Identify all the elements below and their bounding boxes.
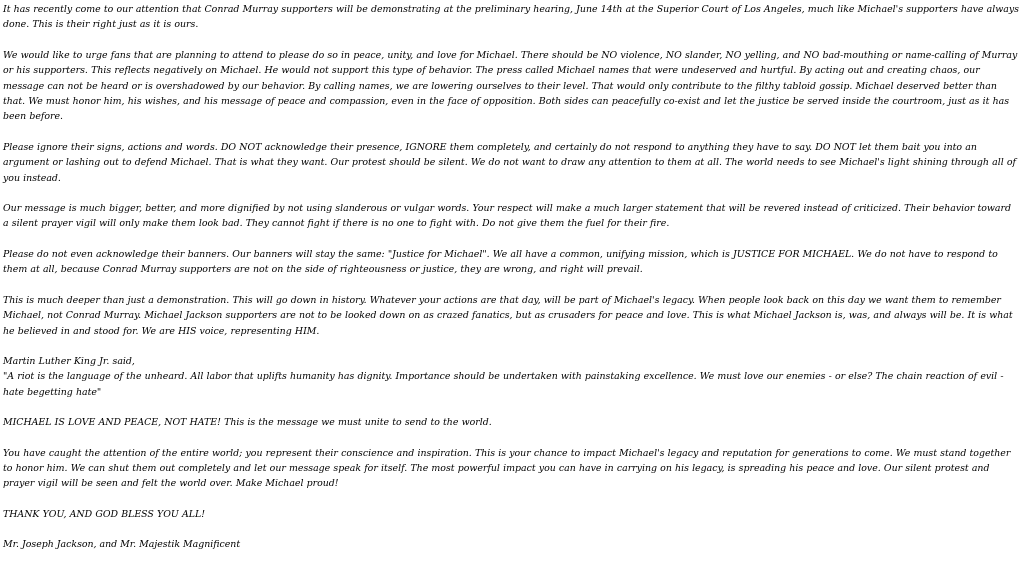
paragraph-legacy: This is much deeper than just a demonstration. This will go down in history. Whatever your actions are that day, will be part of Michael's legacy. When people look back on this day we want them to remember Michael, not Conrad Murray. Michael Jackson supporters are not to be looked down on as crazed fanatics, but as crusaders for peace and love. This is what Michael Jackson is, was, and always will be. It is what he believed in and stood for. We are HIS voice, representing HIM. xyxy=(3,294,1013,337)
quote-attribution: Martin Luther King Jr. said, xyxy=(3,355,135,367)
closing-line: THANK YOU, AND GOD BLESS YOU ALL! xyxy=(3,508,205,520)
paragraph-world-attention: You have caught the attention of the entire world; you represent their conscience and inspiration. This is your chance to impact Michael's legacy and reputation for generations to come. We must stand together to honor him. We can shut them out completely and let our message speak for itself. The most powerful impact you can have in carrying on his legacy, is spreading his peace and love. Our silent protest and prayer vigil will be seen and felt the world over. Make Michael proud! xyxy=(3,447,1011,490)
signature-line: Mr. Joseph Jackson, and Mr. Majestik Magnificent xyxy=(3,539,241,551)
paragraph-urge-peace: We would like to urge fans that are planning to attend to please do so in peace, unity, and love for Michael. There should be NO violence, NO slander, NO yelling, and NO bad-mouthing or name-calling of Murray or his supporters. This reflects negatively on Michael. He would not support this type of behavior. The press called Michael names that were undeserved and hurtful. By acting out and creating chaos, our message can not be heard or is overshadowed by our behavior. By calling names, we are lowering ourselves to their level. That would only contribute to the filthy tabloid gossip. Michael deserved better than that. We must honor him, his wishes, and his message of peace and compassion, even in the face of opposition. Both sides can peacefully co-exist and let the justice be served inside the courtroom, just as it has been before. xyxy=(3,49,1018,123)
quote-text: "A riot is the language of the unheard. All labor that uplifts humanity has dignity. Importance should be undertaken with painstaking excellence. We must love our enemies - or else? The chain reaction of evil - hate begetting hate" xyxy=(3,371,1004,398)
paragraph-banners: Please do not even acknowledge their banners. Our banners will stay the same: "Justice for Michael". We all have a common, unifying mission, which is JUSTICE FOR MICHAEL. We do not have to respond to them at all, because Conrad Murray supporters are not on the side of righteousness or justice, they are wrong, and right will prevail. xyxy=(3,248,998,276)
paragraph-love-and-peace: MICHAEL IS LOVE AND PEACE, NOT HATE! This is the message we must unite to send to the world. xyxy=(3,417,492,429)
paragraph-dignified-message: Our message is much bigger, better, and more dignified by not using slanderous or vulgar words. Your respect will make a much larger statement that will be revered instead of criticized. Their behavior toward a silent prayer vigil will only make them look bad. They cannot fight if there is no one to fight with. Do not give them the fuel for their fire. xyxy=(3,203,1011,230)
paragraph-ignore-signs: Please ignore their signs, actions and words. DO NOT acknowledge their presence, IGNORE them completely, and certainly do not respond to anything they have to say. DO NOT let them bait you into an argument or lashing out to defend Michael. That is what they want. Our protest should be silent. We do not want to draw any attention to them at all. The world needs to see Michael's light shining through all of you instead. xyxy=(3,141,1017,184)
letter-document xyxy=(3,2,1019,553)
paragraph-intro: It has recently come to our attention that Conrad Murray supporters will be demonstrating at the preliminary hearing, June 14th at the Superior Court of Los Angeles, much like Michael's supporters have always done. This is their right just as it is ours. xyxy=(3,4,1019,31)
